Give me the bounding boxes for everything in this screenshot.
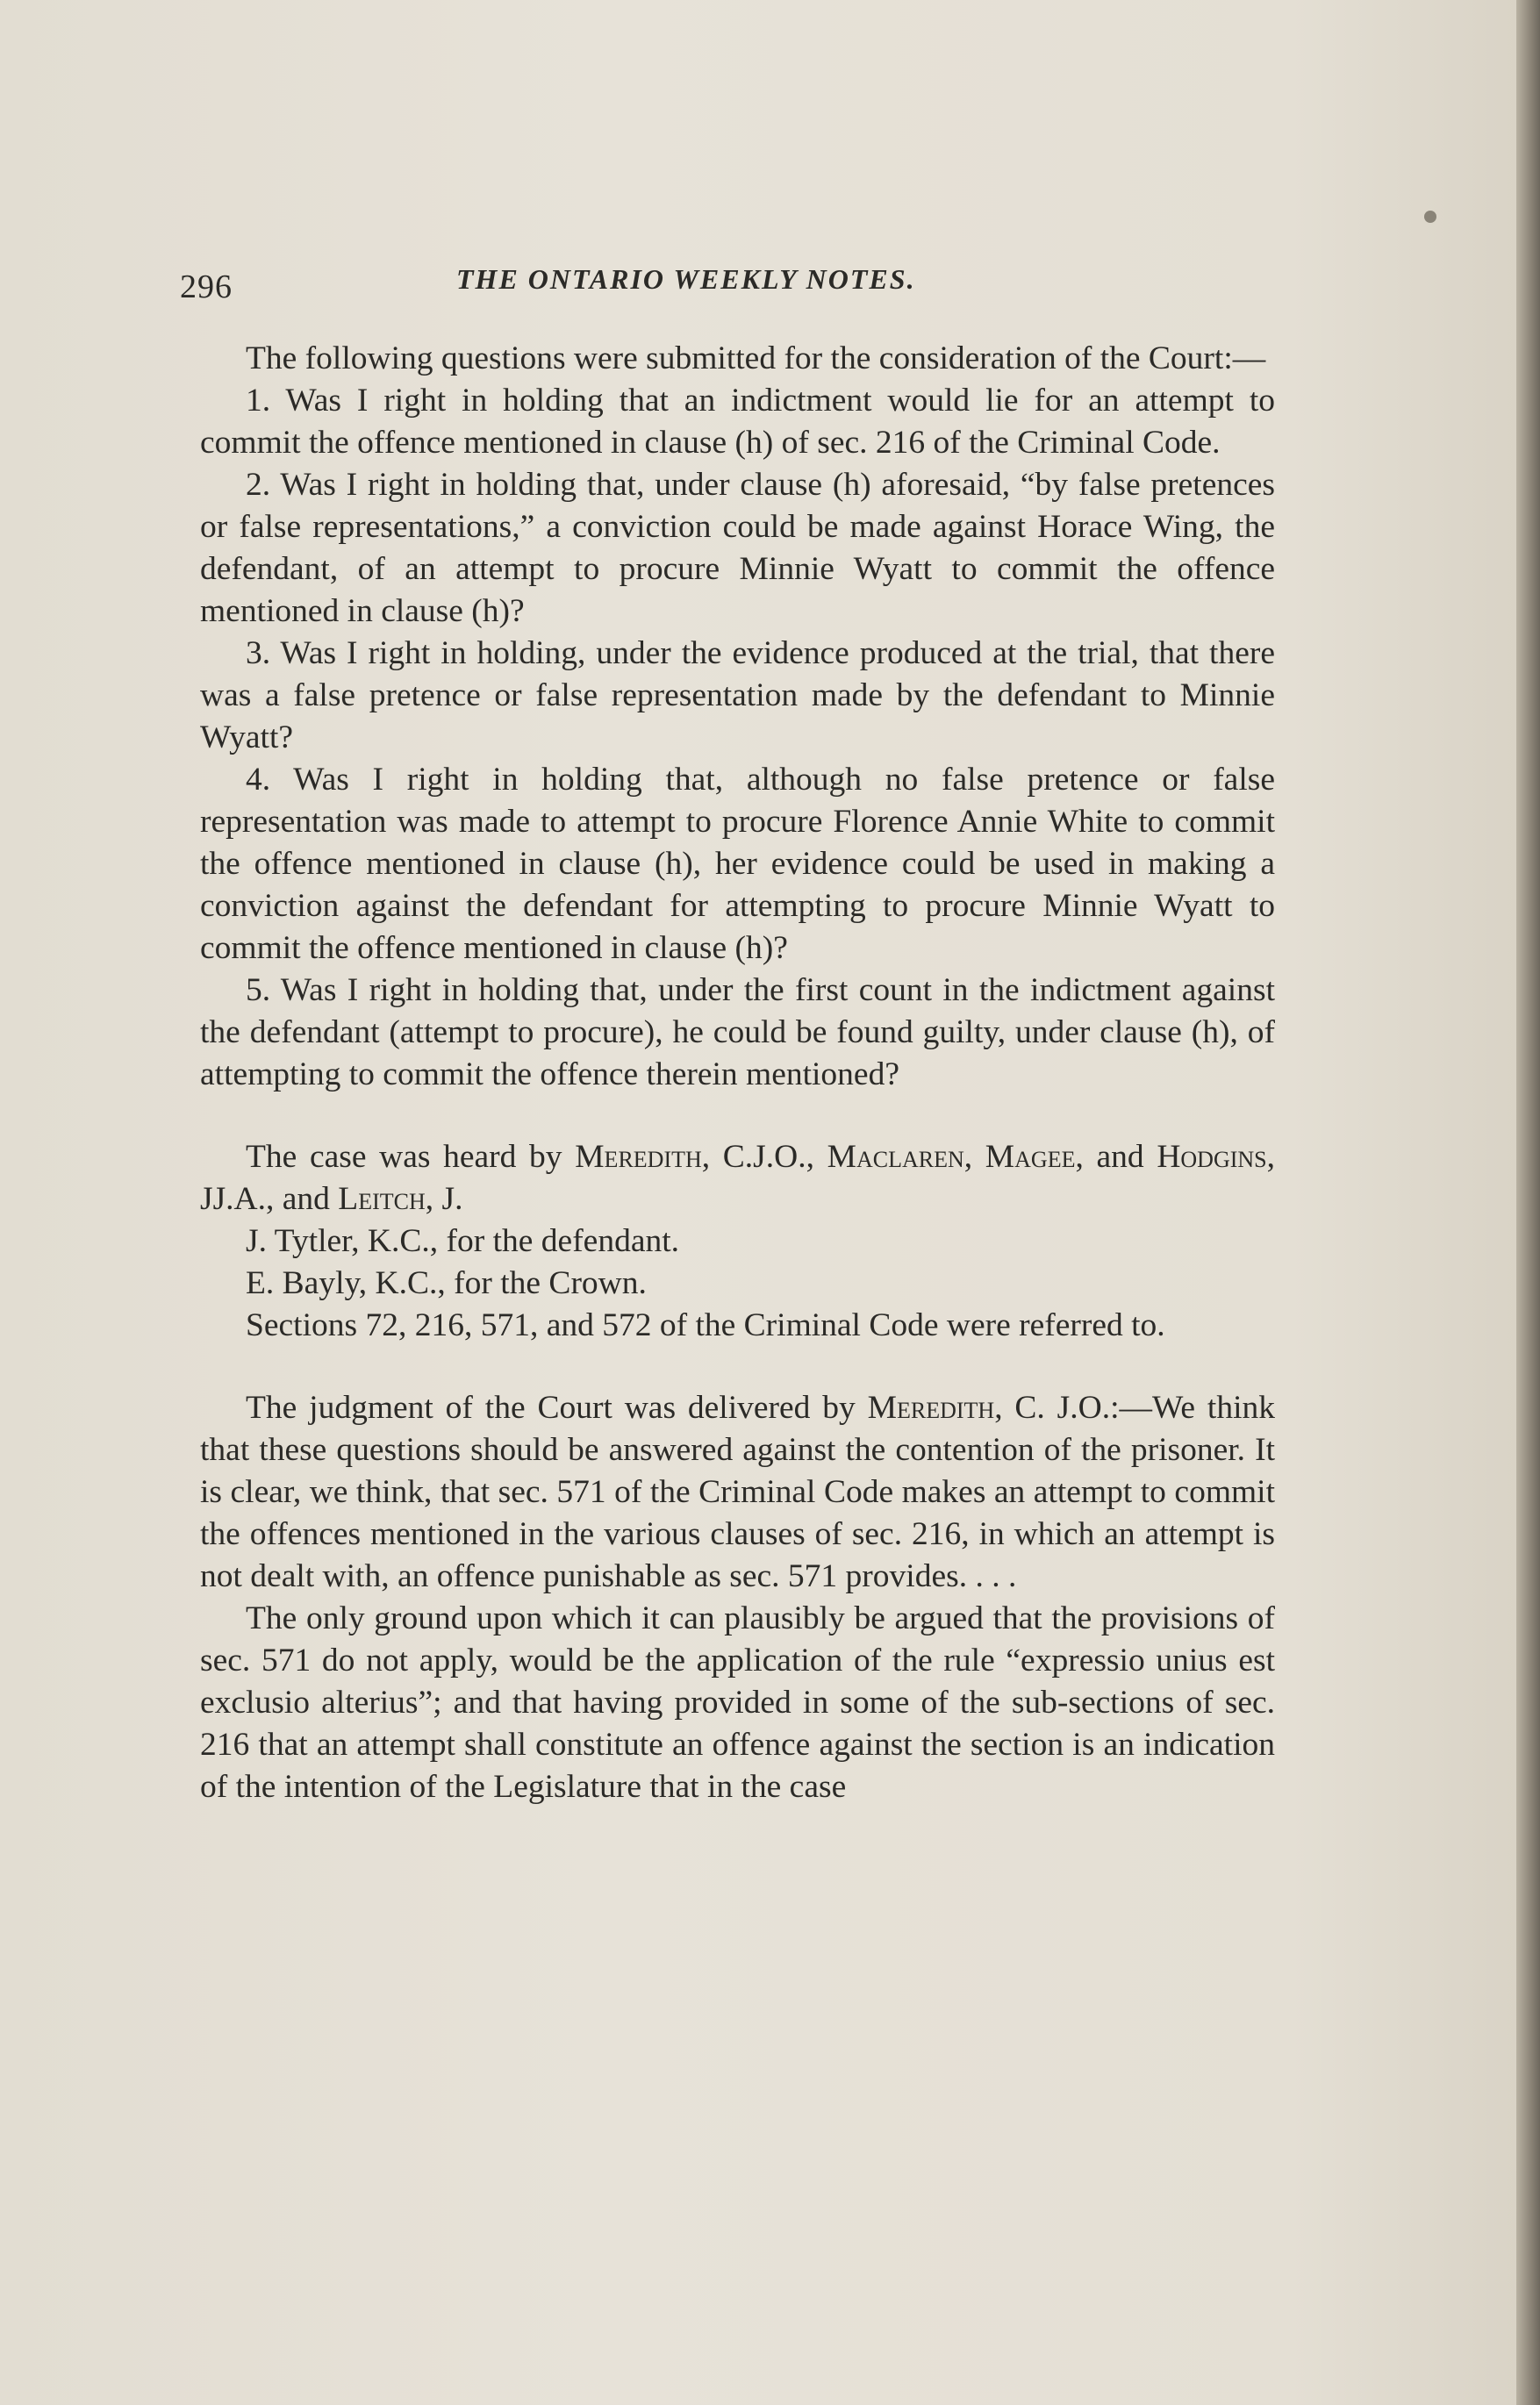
- question-5: 5. Was I right in holding that, under the first count in the indictment against the defendant (attempt to procure), he could be found guilty, under clause (h), of attempting to commit the offence therein mentioned?: [200, 972, 1275, 1092]
- heard-text: , C.J.O.,: [701, 1139, 827, 1175]
- judgment-paragraph: [200, 1387, 1275, 1598]
- judge-names: Maclaren, Magee,: [827, 1139, 1084, 1175]
- heard-by-paragraph: [200, 1136, 1275, 1220]
- judge-name: Meredith: [867, 1390, 995, 1426]
- section-gap: [200, 1096, 1275, 1136]
- judgment-prefix: The judgment of the Court was delivered by: [246, 1390, 868, 1426]
- heard-prefix: The case was heard by: [246, 1139, 576, 1175]
- page-right-edge: [1516, 0, 1540, 2405]
- question-4: 4. Was I right in holding that, although no false pretence or false representation was made to attempt to procure Florence Annie White to commit the offence mentioned in clause (h), her evidence could be used in making a conviction against the defendant for attempting to procure Minnie Wyatt to commit the offence mentioned in clause (h)?: [200, 762, 1275, 966]
- final-paragraph: The only ground upon which it can plausibly be argued that the provisions of sec. 571 do not apply, would be the application of the rule “expressio unius est exclusio alterius”; and that having provided in some of the sub-sections of sec. 216 that an attempt shall constitute an offence against the section is an indication of the intention of the Legislature that in the case: [200, 1600, 1275, 1805]
- question-3: 3. Was I right in holding, under the evidence produced at the trial, that there was a false pretence or false representation made by the defendant to Minnie Wyatt?: [200, 635, 1275, 755]
- page-number: 296: [180, 268, 233, 305]
- sections-referred: Sections 72, 216, 571, and 572 of the Criminal Code were referred to.: [246, 1307, 1165, 1343]
- counsel-crown: E. Bayly, K.C., for the Crown.: [246, 1265, 647, 1301]
- question-1: 1. Was I right in holding that an indictment would lie for an attempt to commit the offence mentioned in clause (h) of sec. 216 of the Criminal Code.: [200, 383, 1275, 461]
- heard-suffix: , J.: [425, 1181, 463, 1217]
- section-gap: [200, 1347, 1275, 1387]
- ink-speck: [1424, 211, 1436, 223]
- judgment-text: , C. J.O.:—We think that these questions should be answered against the contention of the prisoner. It is clear, we think, that sec. 571 of the Criminal Code makes an attempt to commit the offences mentioned in the various clauses of sec. 216, in which an attempt is not dealt with, an offence punishable as sec. 571 provides. . . .: [200, 1390, 1275, 1594]
- paragraph-intro: The following questions were submitted for the consideration of the Court:—: [246, 340, 1266, 376]
- page-header: [180, 263, 1272, 307]
- heard-text: and: [1083, 1139, 1157, 1175]
- page-body: [200, 338, 1275, 1808]
- judge-name: Hodgins: [1157, 1139, 1267, 1175]
- running-title: THE ONTARIO WEEKLY NOTES.: [456, 263, 916, 295]
- heard-text: , JJ.A., and: [200, 1139, 1276, 1217]
- judge-name: Meredith: [575, 1139, 702, 1175]
- question-2: 2. Was I right in holding that, under clause (h) aforesaid, “by false pretences or false representations,” a conviction could be made against Horace Wing, the defendant, of an attempt to procure Minnie Wyatt to commit the offence mentioned in clause (h)?: [200, 467, 1275, 629]
- judge-name: Leitch: [338, 1181, 426, 1217]
- counsel-defendant: J. Tytler, K.C., for the defendant.: [246, 1223, 680, 1259]
